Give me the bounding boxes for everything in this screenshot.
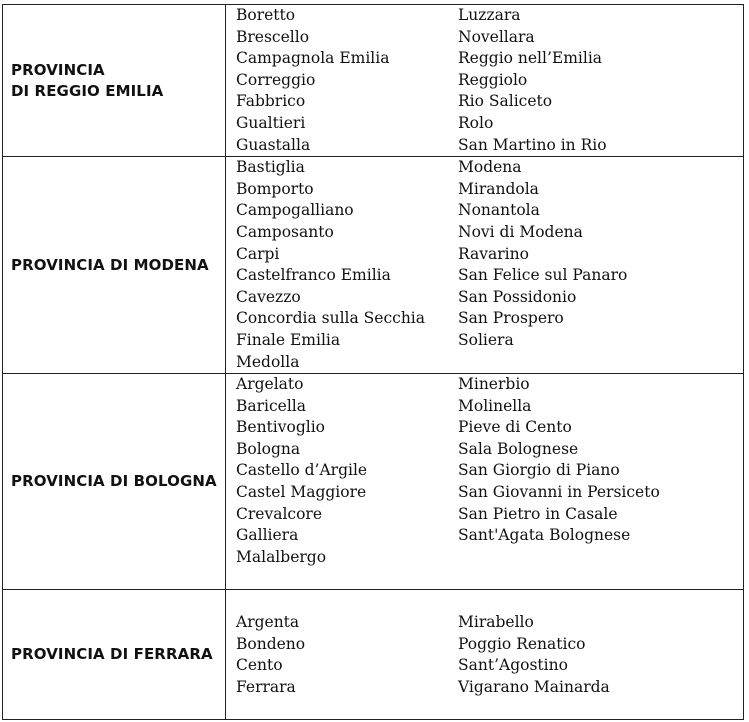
province-cell xyxy=(3,590,226,720)
municipality-item: San Pietro in Casale xyxy=(458,504,618,523)
municipality-list-right xyxy=(458,5,680,156)
municipality-list-left xyxy=(236,374,458,568)
municipality-item: Concordia sulla Secchia xyxy=(236,309,425,328)
province-name: PROVINCIA DI BOLOGNA xyxy=(11,472,217,491)
municipality-item: Mirabello xyxy=(458,613,534,632)
municipality-item: Fabbrico xyxy=(236,92,306,111)
municipality-item: Argelato xyxy=(236,375,304,394)
municipality-item: Novi di Modena xyxy=(458,222,583,241)
municipality-item: Medolla xyxy=(236,352,300,371)
municipality-item: San Prospero xyxy=(458,309,564,328)
municipality-item: Modena xyxy=(458,158,522,177)
municipality-item: Guastalla xyxy=(236,135,311,154)
municipality-item: Baricella xyxy=(236,396,307,415)
municipality-item: Bastiglia xyxy=(236,158,305,177)
province-row-ferrara xyxy=(3,590,744,720)
municipality-item: Carpi xyxy=(236,244,280,263)
municipality-item: Campogalliano xyxy=(236,201,354,220)
municipality-item: Malalbergo xyxy=(236,547,327,566)
municipality-item: Bondeno xyxy=(236,634,306,653)
municipalities-cell xyxy=(226,5,744,157)
province-row-modena xyxy=(3,157,744,374)
municipality-item: Sant’Agostino xyxy=(458,656,568,675)
municipality-item: Rio Saliceto xyxy=(458,92,553,111)
province-row-reggio-emilia xyxy=(3,5,744,157)
province-cell xyxy=(3,374,226,590)
municipality-list-right xyxy=(458,374,680,568)
municipality-item: San Martino in Rio xyxy=(458,135,607,154)
municipality-list-left xyxy=(236,157,458,373)
municipality-item: San Giovanni in Persiceto xyxy=(458,483,660,502)
province-cell xyxy=(3,157,226,374)
municipality-item: Cento xyxy=(236,656,283,675)
municipality-item: Castello d’Argile xyxy=(236,461,368,480)
municipality-item: Sant'Agata Bolognese xyxy=(458,526,631,545)
municipalities-cell xyxy=(226,590,744,720)
municipality-item: San Giorgio di Piano xyxy=(458,461,620,480)
municipality-item: Molinella xyxy=(458,396,532,415)
municipality-item: Cavezzo xyxy=(236,287,301,306)
municipality-item: Luzzara xyxy=(458,6,521,24)
municipality-item: Castel Maggiore xyxy=(236,483,367,502)
municipality-list-left xyxy=(236,5,458,156)
municipality-item: Mirandola xyxy=(458,179,539,198)
municipalities-cell xyxy=(226,374,744,590)
municipality-list-right xyxy=(458,157,680,373)
municipality-item: Soliera xyxy=(458,330,514,349)
municipality-item: Campagnola Emilia xyxy=(236,49,390,68)
municipality-item: Camposanto xyxy=(236,222,334,241)
municipality-item: Castelfranco Emilia xyxy=(236,266,391,285)
province-cell xyxy=(3,5,226,157)
municipality-item: Bentivoglio xyxy=(236,418,325,437)
municipality-item: Correggio xyxy=(236,70,316,89)
municipality-item: Ravarino xyxy=(458,244,529,263)
municipality-item: Rolo xyxy=(458,113,494,132)
province-name: PROVINCIA DI MODENA xyxy=(11,255,209,274)
municipality-list-right xyxy=(458,612,680,698)
municipality-item: Novellara xyxy=(458,27,535,46)
municipality-item: Nonantola xyxy=(458,201,540,220)
municipalities-table xyxy=(2,4,744,720)
municipality-item: Poggio Renatico xyxy=(458,634,586,653)
municipality-item: Minerbio xyxy=(458,375,530,394)
province-name: PROVINCIA DI REGGIO EMILIA xyxy=(11,60,164,100)
municipality-item: Bologna xyxy=(236,439,301,458)
municipalities-cell xyxy=(226,157,744,374)
municipality-item: Bomporto xyxy=(236,179,314,198)
municipality-item: Reggio nell’Emilia xyxy=(458,49,603,68)
municipality-item: Gualtieri xyxy=(236,113,306,132)
province-row-bologna xyxy=(3,374,744,590)
municipality-item: Finale Emilia xyxy=(236,330,341,349)
municipality-list-left xyxy=(236,612,458,698)
municipality-item: Reggiolo xyxy=(458,70,528,89)
municipality-item: Boretto xyxy=(236,6,296,24)
municipality-item: Argenta xyxy=(236,613,300,632)
municipality-item: Pieve di Cento xyxy=(458,418,572,437)
municipality-item: Galliera xyxy=(236,526,299,545)
municipality-item: San Possidonio xyxy=(458,287,577,306)
municipality-item: Brescello xyxy=(236,27,310,46)
municipality-item: Sala Bolognese xyxy=(458,439,579,458)
municipality-item: San Felice sul Panaro xyxy=(458,266,628,285)
municipality-item: Crevalcore xyxy=(236,504,322,523)
province-name: PROVINCIA DI FERRARA xyxy=(11,645,213,664)
municipality-item: Ferrara xyxy=(236,677,296,696)
municipality-item: Vigarano Mainarda xyxy=(458,677,610,696)
